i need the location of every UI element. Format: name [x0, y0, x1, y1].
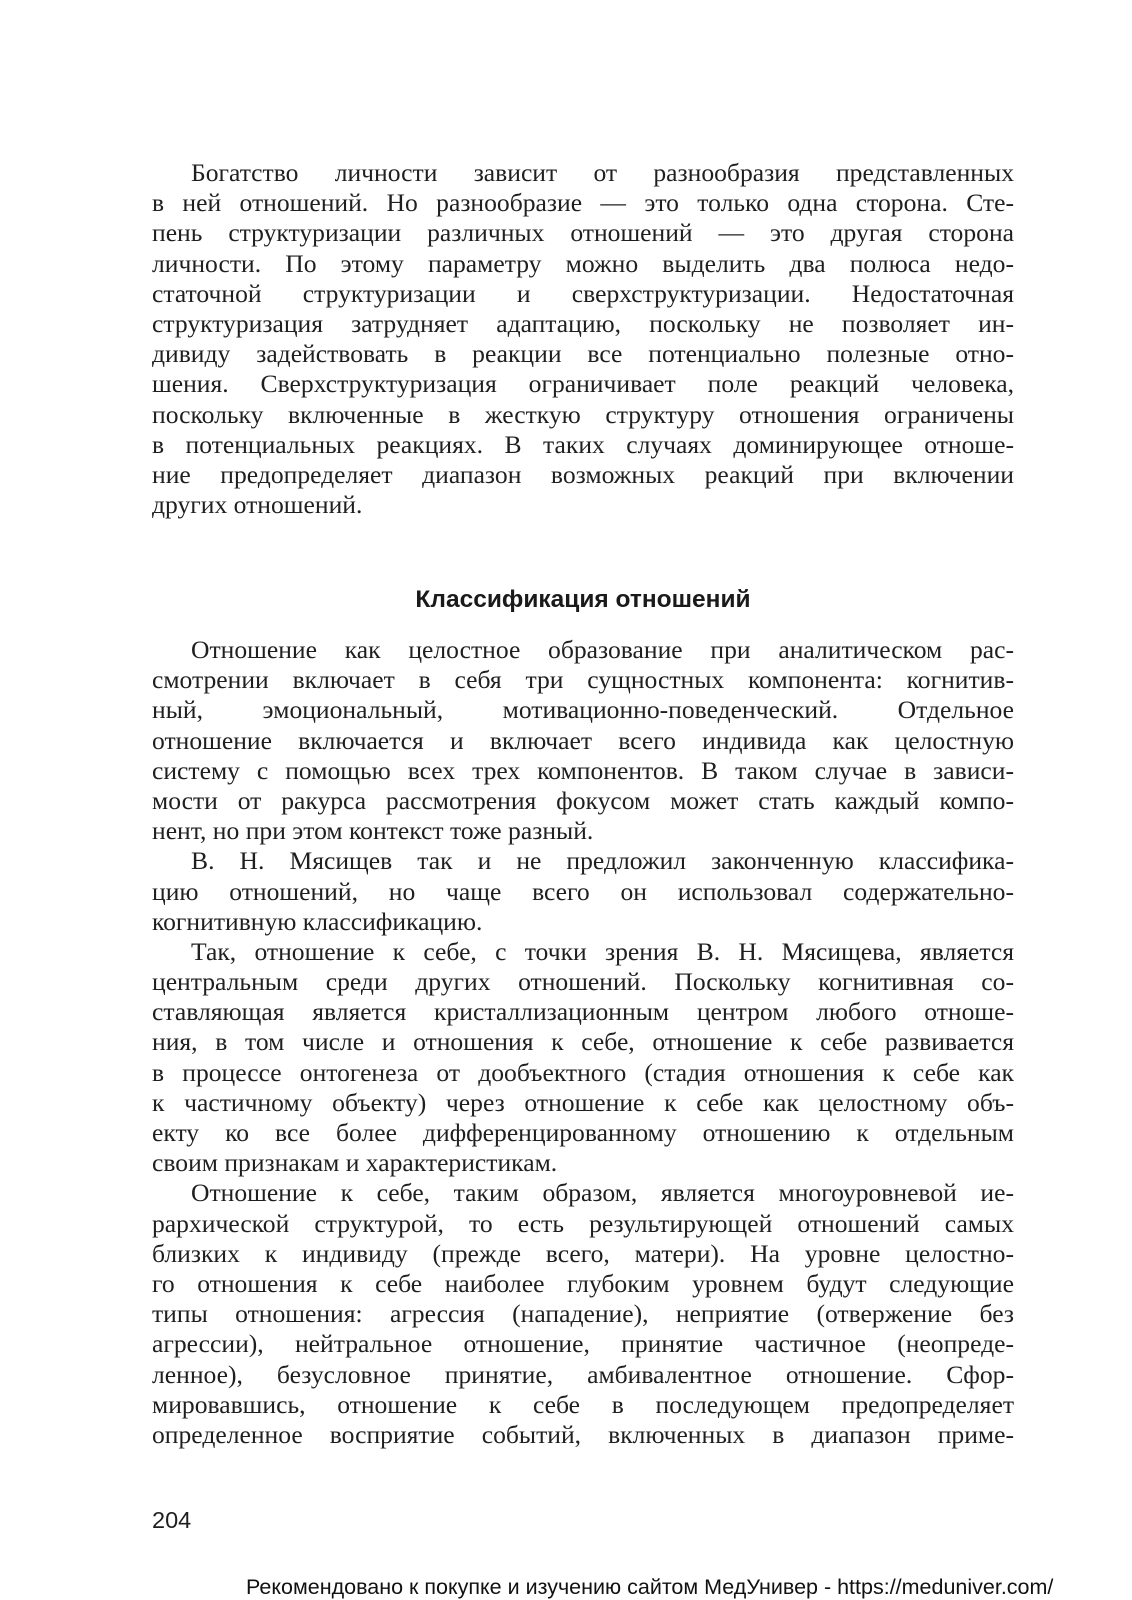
- text-line: В. Н. Мясищев так и не предложил законченную классифика-: [191, 846, 1014, 876]
- text-line: отношение включается и включает всего индивида как целостную: [152, 725, 1014, 755]
- text-line: мировавшись, отношение к себе в последующем предопределяет: [152, 1389, 1014, 1419]
- text-line: своим признакам и характеристикам.: [152, 1148, 558, 1178]
- text-line: мости от ракурса рассмотрения фокусом может стать каждый компо-: [152, 785, 1014, 815]
- page-number: 204: [152, 1507, 192, 1533]
- text-line: ния, в том числе и отношения к себе, отношение к себе развивается: [152, 1027, 1014, 1057]
- paragraph: [152, 635, 1014, 846]
- text-line: статочной структуризации и сверхструктуризации. Недостаточная: [152, 278, 1014, 308]
- text-line: ный, эмоциональный, мотивационно-поведенческий. Отдельное: [152, 695, 1014, 725]
- text-line: структуризация затрудняет адаптацию, поскольку не позволяет ин-: [152, 308, 1014, 338]
- text-line: ленное), безусловное принятие, амбивалентное отношение. Сфор-: [152, 1359, 1014, 1389]
- text-line: Так, отношение к себе, с точки зрения В. Н. Мясищева, является: [191, 936, 1014, 966]
- text-line: дивиду задействовать в реакции все потенциально полезные отно-: [152, 339, 1014, 369]
- text-line: типы отношения: агрессия (нападение), неприятие (отвержение без: [152, 1299, 1014, 1329]
- paragraph: [152, 1178, 1014, 1450]
- body-text-main: [152, 635, 1014, 1450]
- text-line: в процессе онтогенеза от дообъектного (стадия отношения к себе как: [152, 1057, 1014, 1087]
- text-line: Отношение как целостное образование при аналитическом рас-: [191, 635, 1014, 664]
- text-line: екту ко все более дифференцированному отношению к отдельным: [152, 1118, 1014, 1147]
- text-line: близких к индивиду (прежде всего, матери). На уровне целостно-: [152, 1238, 1014, 1268]
- body-text-top: [152, 158, 1014, 520]
- text-line: в потенциальных реакциях. В таких случаях доминирующее отноше-: [152, 429, 1014, 459]
- text-line: когнитивную классификацию.: [152, 906, 483, 936]
- text-line: цию отношений, но чаще всего он использовал содержательно-: [152, 876, 1014, 906]
- text-line: нент, но при этом контекст тоже разный.: [152, 816, 594, 846]
- text-line: в ней отношений. Но разнообразие — это только одна сторона. Сте-: [152, 188, 1014, 218]
- text-line: ние предопределяет диапазон возможных реакций при включении: [152, 459, 1014, 489]
- text-line: шения. Сверхструктуризация ограничивает поле реакций человека,: [152, 369, 1014, 399]
- text-line: центральным среди других отношений. Поскольку когнитивная со-: [152, 967, 1014, 997]
- text-line: личности. По этому параметру можно выделить два полюса недо-: [152, 248, 1014, 278]
- paragraph: [152, 846, 1014, 937]
- paragraph: [152, 937, 1014, 1179]
- text-line: го отношения к себе наиболее глубоким уровнем будут следующие: [152, 1268, 1014, 1298]
- text-line: ставляющая является кристаллизационным центром любого отноше-: [152, 997, 1014, 1027]
- text-line: систему с помощью всех трех компонентов. В таком случае в зависи-: [152, 755, 1014, 785]
- text-line: рархической структурой, то есть результирующей отношений самых: [152, 1208, 1014, 1238]
- paragraph: [152, 158, 1014, 520]
- text-line: Отношение к себе, таким образом, является многоуровневой ие-: [191, 1178, 1014, 1208]
- text-line: смотрении включает в себя три сущностных компонента: когнитив-: [152, 665, 1014, 695]
- footer-recommendation-link[interactable]: Рекомендовано к покупке и изучению сайтом МедУнивер - https://meduniver.com/: [246, 1575, 1054, 1599]
- text-line: определенное восприятие событий, включенных в диапазон приме-: [152, 1419, 1014, 1449]
- text-line: других отношений.: [152, 490, 363, 520]
- text-line: к частичному объекту) через отношение к себе как целостному объ-: [152, 1087, 1014, 1117]
- text-line: пень структуризации различных отношений — это другая сторона: [152, 218, 1014, 248]
- text-line: агрессии), нейтральное отношение, принятие частичное (неопреде-: [152, 1329, 1014, 1359]
- text-line: Богатство личности зависит от разнообразия представленных: [191, 158, 1014, 187]
- section-heading: Классификация отношений: [415, 586, 751, 613]
- text-line: поскольку включенные в жесткую структуру отношения ограничены: [152, 399, 1014, 429]
